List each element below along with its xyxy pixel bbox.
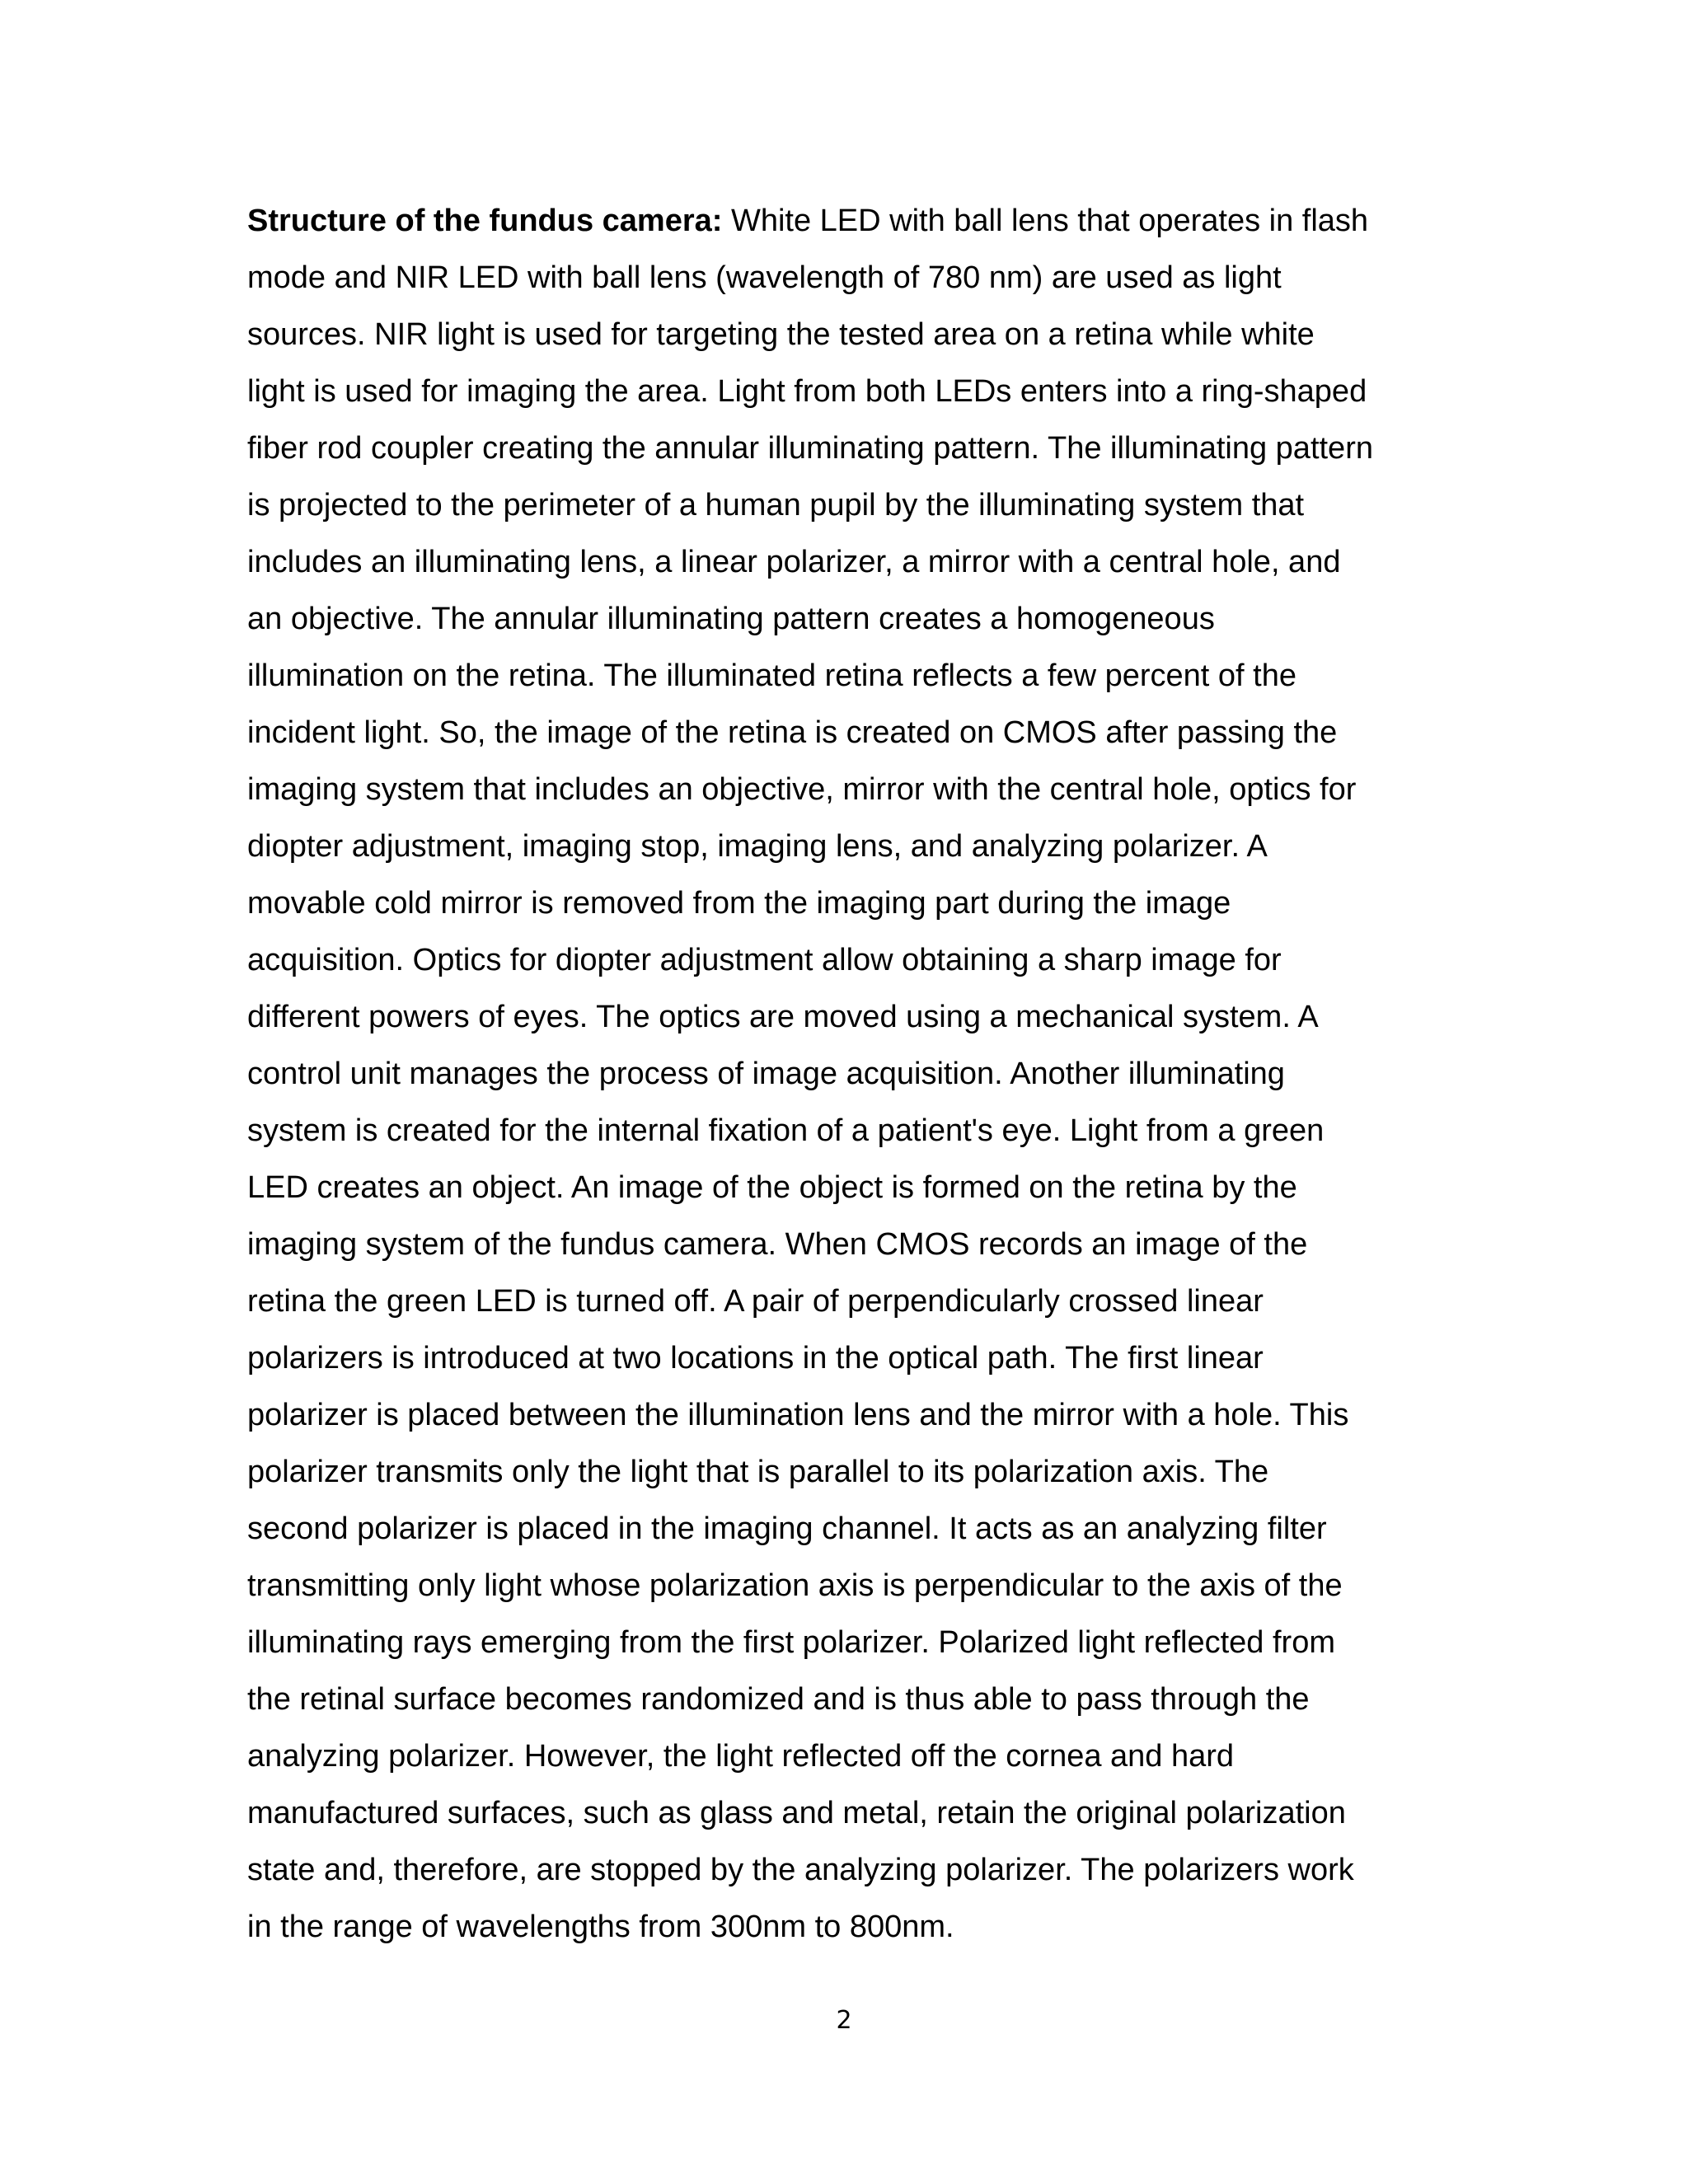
text-line: movable cold mirror is removed from the imaging part during the image — [247, 886, 1231, 921]
text-line: transmitting only light whose polarization axis is perpendicular to the axis of the — [247, 1568, 1343, 1603]
text-line: imaging system that includes an objective, mirror with the central hole, optics for — [247, 772, 1357, 807]
text-line — [247, 193, 1451, 250]
text-line: an objective. The annular illuminating pattern creates a homogeneous — [247, 602, 1215, 636]
text-line: acquisition. Optics for diopter adjustment allow obtaining a sharp image for — [247, 943, 1282, 977]
text-line: fiber rod coupler creating the annular illuminating pattern. The illuminating pattern — [247, 431, 1373, 466]
text-line: incident light. So, the image of the retina is created on CMOS after passing the — [247, 715, 1338, 750]
text-line: diopter adjustment, imaging stop, imaging lens, and analyzing polarizer. A — [247, 829, 1268, 864]
body-paragraph — [247, 193, 1451, 1956]
text-line: is projected to the perimeter of a human pupil by the illuminating system that — [247, 488, 1305, 523]
page-number: 2 — [836, 2006, 852, 2035]
text-line: polarizer is placed between the illumination lens and the mirror with a hole. This — [247, 1398, 1349, 1432]
text-line: state and, therefore, are stopped by the analyzing polarizer. The polarizers work — [247, 1853, 1354, 1887]
text-line: mode and NIR LED with ball lens (wavelength of 780 nm) are used as light — [247, 260, 1282, 295]
section-lead-label: Structure of the fundus camera: — [247, 204, 723, 238]
text-line: system is created for the internal fixation of a patient's eye. Light from a green — [247, 1113, 1325, 1148]
text-line: second polarizer is placed in the imaging channel. It acts as an analyzing filter — [247, 1511, 1327, 1546]
text-line: manufactured surfaces, such as glass and metal, retain the original polarization — [247, 1796, 1346, 1830]
text-line: analyzing polarizer. However, the light reflected off the cornea and hard — [247, 1739, 1235, 1774]
text-line: includes an illuminating lens, a linear polarizer, a mirror with a central hole, and — [247, 545, 1341, 579]
text-line: illuminating rays emerging from the first polarizer. Polarized light reflected from — [247, 1625, 1335, 1660]
text-line: light is used for imaging the area. Light from both LEDs enters into a ring-shaped — [247, 374, 1367, 409]
text-line: LED creates an object. An image of the object is formed on the retina by the — [247, 1170, 1297, 1205]
text-line: imaging system of the fundus camera. When CMOS records an image of the — [247, 1227, 1308, 1262]
text-line-content: White LED with ball lens that operates in flash — [722, 204, 1369, 238]
text-line: polarizers is introduced at two locations in the optical path. The first linear — [247, 1341, 1264, 1376]
text-line: retina the green LED is turned off. A pair of perpendicularly crossed linear — [247, 1284, 1264, 1319]
text-line: sources. NIR light is used for targeting the tested area on a retina while white — [247, 317, 1315, 352]
text-line: illumination on the retina. The illuminated retina reflects a few percent of the — [247, 658, 1296, 693]
text-line: the retinal surface becomes randomized and is thus able to pass through the — [247, 1682, 1310, 1717]
text-line: control unit manages the process of image acquisition. Another illuminating — [247, 1057, 1285, 1091]
text-line: polarizer transmits only the light that is parallel to its polarization axis. The — [247, 1455, 1269, 1489]
text-line: in the range of wavelengths from 300nm to 800nm. — [247, 1910, 954, 1944]
text-line: different powers of eyes. The optics are moved using a mechanical system. A — [247, 1000, 1319, 1034]
